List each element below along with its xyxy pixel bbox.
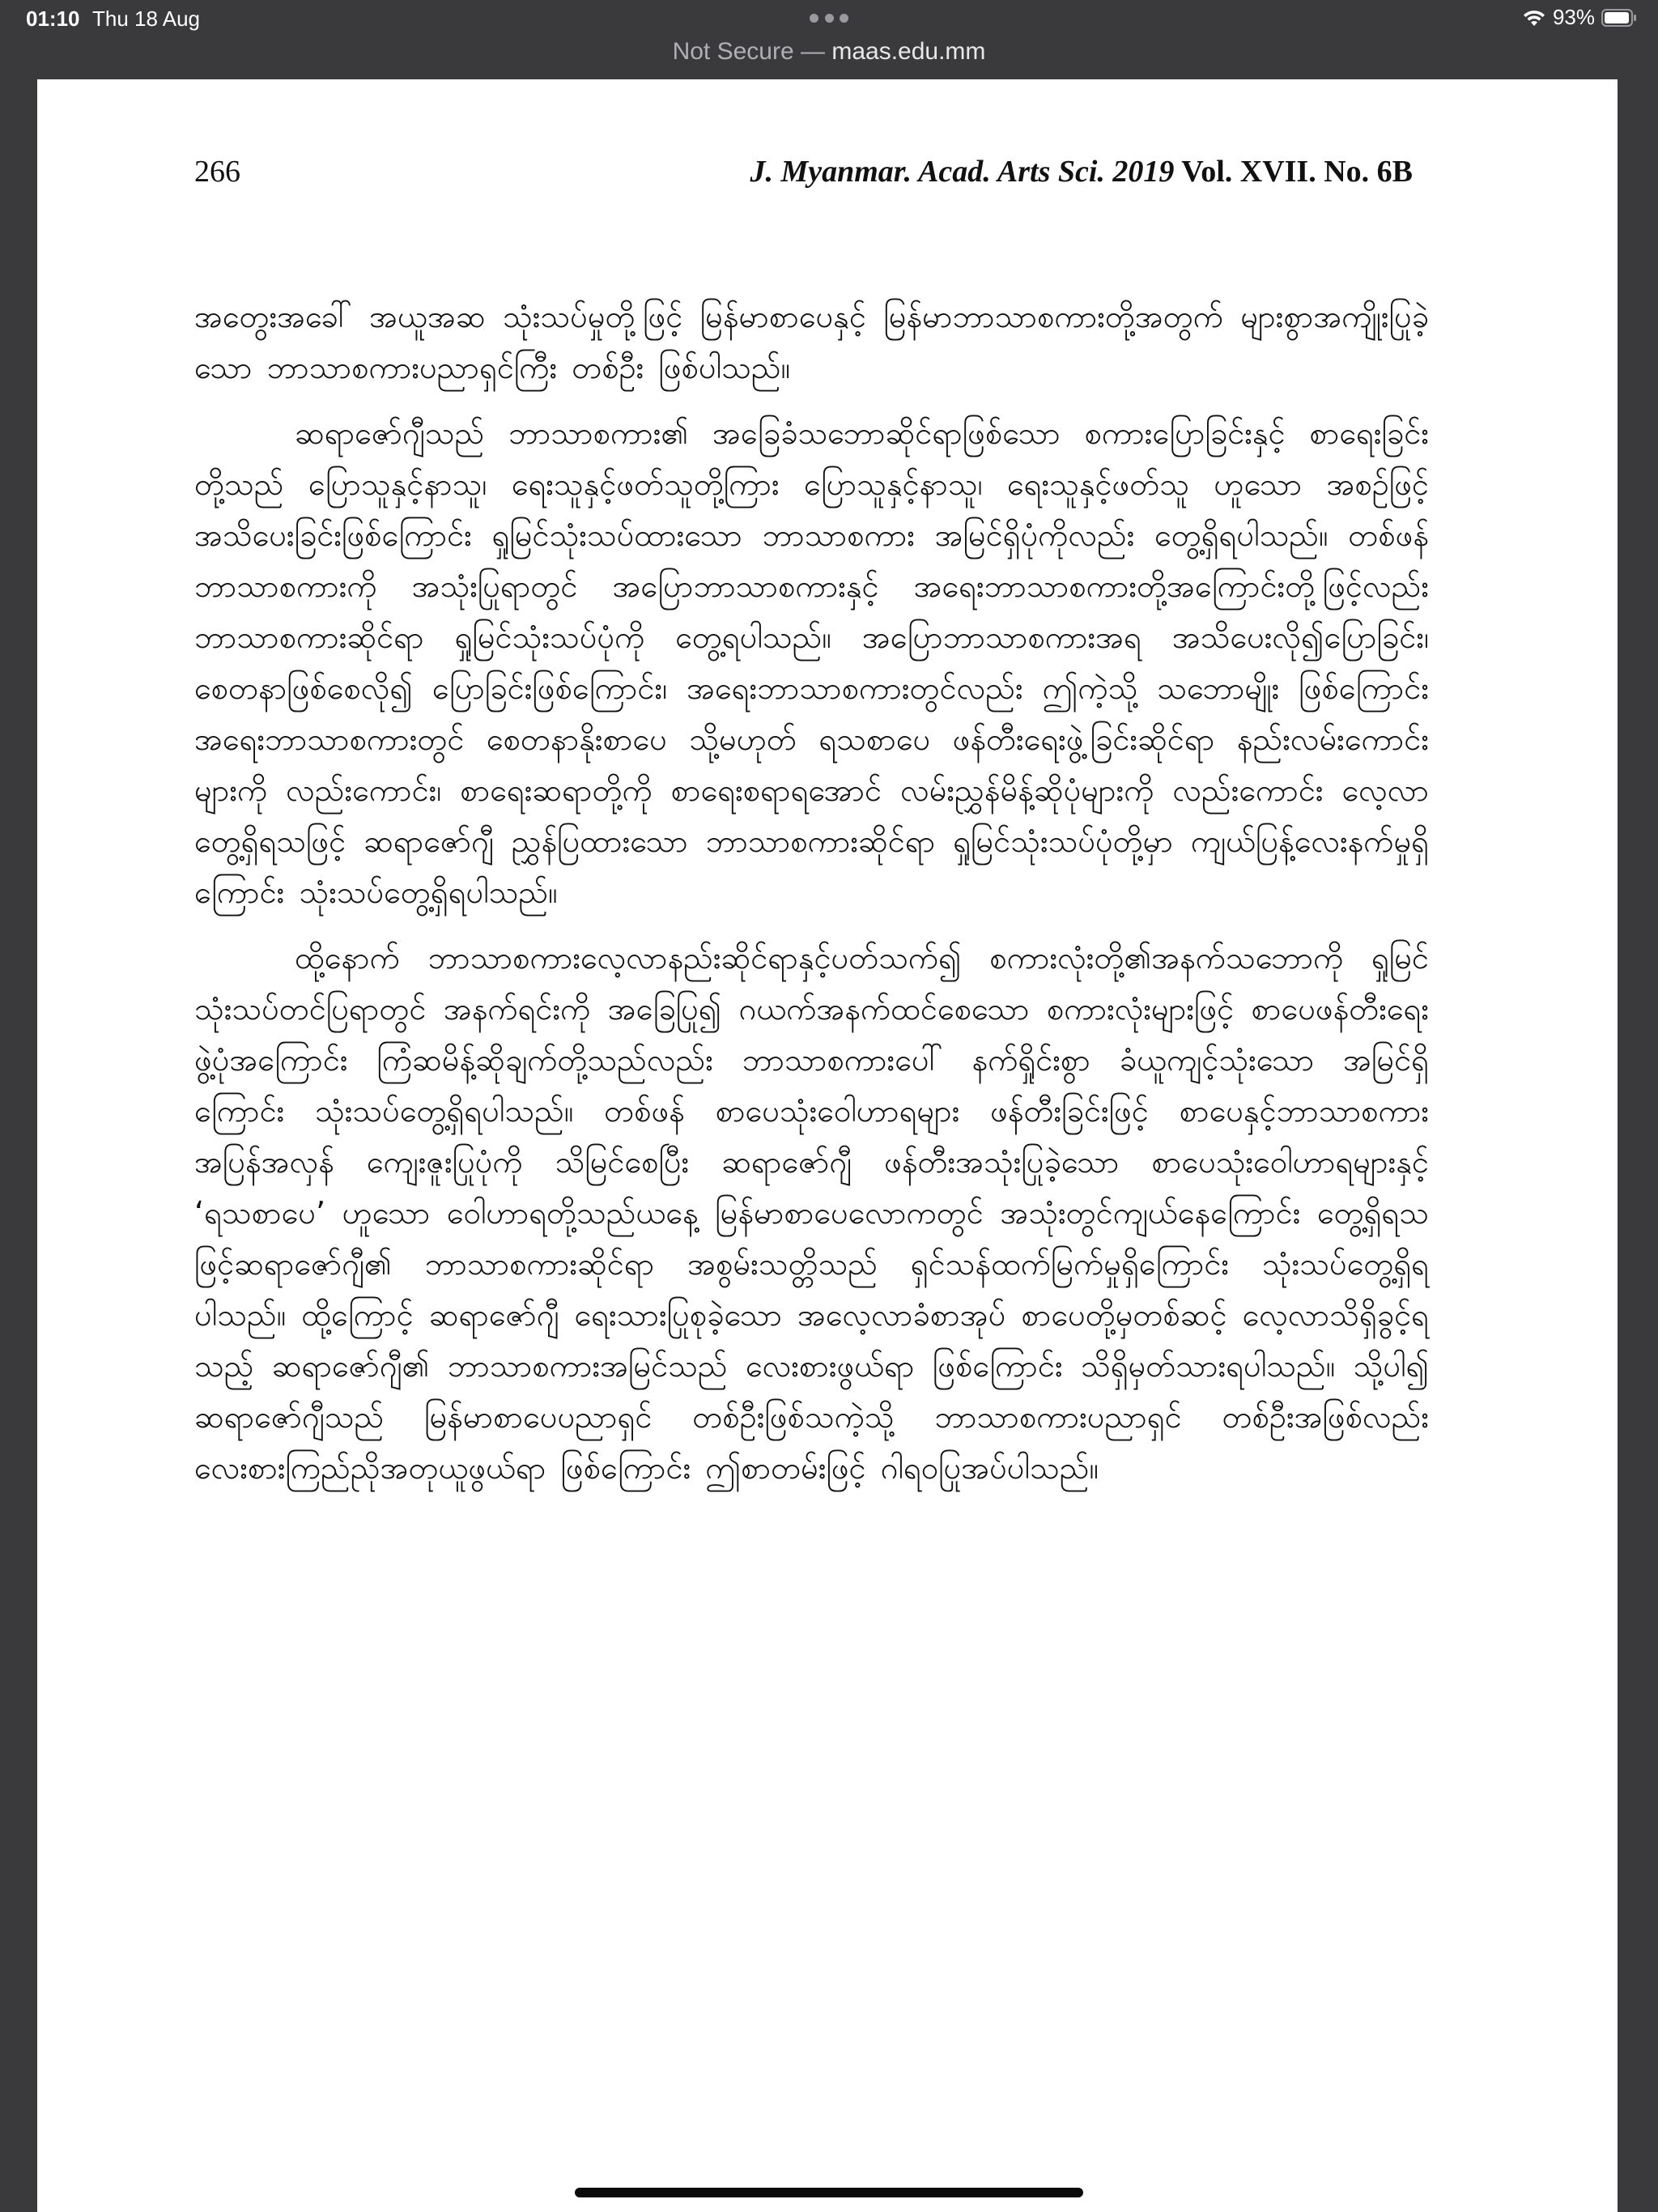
status-bar	[0, 0, 1658, 39]
page-header	[194, 154, 1413, 199]
paragraph: အတွေးအခေါ် အယူအဆ သုံးသပ်မှုတို့ဖြင့် မြန်မာစာပေနှင့် မြန်မာဘာသာစကားတို့အတွက် များစွာအကျိုးပြုခဲ့သော ဘာသာစကားပညာရှင်ကြီး တစ်ဦး ဖြစ်ပါသည်။	[194, 299, 1429, 385]
status-date: Thu 18 Aug	[92, 6, 200, 31]
dot-icon	[810, 14, 818, 23]
address-bar[interactable]	[0, 36, 1658, 78]
home-indicator[interactable]	[575, 2188, 1083, 2197]
status-right-group	[1522, 5, 1637, 30]
ellipsis-icon[interactable]	[810, 8, 848, 28]
journal-title	[750, 154, 1413, 189]
pdf-page	[37, 79, 1618, 2212]
page-number: 266	[194, 155, 240, 189]
wifi-icon	[1522, 8, 1546, 28]
body-text	[194, 291, 1429, 1508]
security-label: Not Secure —	[672, 38, 832, 65]
paragraph: ဆရာဇော်ဂျီသည် ဘာသာစကား၏ အခြေခံသဘောဆိုင်ရာဖြစ်သော စကားပြောခြင်းနှင့် စာရေးခြင်းတို့သည် ပြောသူနှင့်နာသူ၊ ရေးသူနှင့်ဖတ်သူတို့ကြား ပြောသူနှင့်နာသူ၊ ရေးသူနှင့်ဖတ်သူ ဟူသော အစဉ်ဖြင့် အသိပေးခြင်းဖြစ်ကြောင်း ရှုမြင်သုံးသပ်ထားသော ဘာသာစကား အမြင်ရှိပုံကိုလည်း တွေ့ရှိရပါသည်။ တစ်ဖန်ဘာသာစကားကို အသုံးပြုရာတွင် အပြောဘာသာစကားနှင့် အရေးဘာသာစကားတို့အကြောင်းတို့ဖြင့်လည်း ဘာသာစကားဆိုင်ရာ ရှုမြင်သုံးသပ်ပုံကို တွေ့ရပါသည်။ အပြောဘာသာစကားအရ အသိပေးလို၍ပြောခြင်း၊ စေတနာဖြစ်စေလို၍ ပြောခြင်းဖြစ်ကြောင်း၊ အရေးဘာသာစကားတွင်လည်း ဤကဲ့သို့ သဘောမျိုး ဖြစ်ကြောင်း အရေးဘာသာစကားတွင် စေတနာနိုးစာပေ သို့မဟုတ် ရသစာပေ ဖန်တီးရေးဖွဲ့ခြင်းဆိုင်ရာ နည်းလမ်းကောင်းများကို လည်းကောင်း၊ စာရေးဆရာတို့ကို စာရေးစရာရအောင် လမ်းညွှန်မိန့်ဆိုပုံများကို လည်းကောင်း လေ့လာတွေ့ရှိရသဖြင့် ဆရာဇော်ဂျီ ညွှန်ပြထားသော ဘာသာစကားဆိုင်ရာ ရှုမြင်သုံးသပ်ပုံတို့မှာ ကျယ်ပြန့်လေးနက်မှုရှိကြောင်း သုံးသပ်တွေ့ရှိရပါသည်။	[194, 415, 1429, 910]
dot-icon	[825, 14, 834, 23]
journal-volume: Vol. XVII. No. 6B	[1174, 155, 1413, 189]
status-time: 01:10	[26, 6, 80, 31]
document-viewport[interactable]	[0, 79, 1658, 2212]
battery-percent: 93%	[1552, 5, 1595, 29]
paragraph: ထို့နောက် ဘာသာစကားလေ့လာနည်းဆိုင်ရာနှင့်ပတ်သက်၍ စကားလုံးတို့၏အနက်သဘောကို ရှုမြင်သုံးသပ်တင်ပြရာတွင် အနက်ရင်းကို အခြေပြု၍ ဂယက်အနက်ထင်စေသော စကားလုံးများဖြင့် စာပေဖန်တီးရေးဖွဲ့ပုံအကြောင်း ကြံဆမိန့်ဆိုချက်တို့သည်လည်း ဘာသာစကားပေါ် နက်ရှိုင်းစွာ ခံယူကျင့်သုံးသော အမြင်ရှိကြောင်း သုံးသပ်တွေ့ရှိရပါသည်။ တစ်ဖန် စာပေသုံးဝေါဟာရများ ဖန်တီးခြင်းဖြင့် စာပေနှင့်ဘာသာစကား အပြန်အလှန် ကျေးဇူးပြုပုံကို သိမြင်စေပြီး ဆရာဇော်ဂျီ ဖန်တီးအသုံးပြုခဲ့သော စာပေသုံးဝေါဟာရများနှင့် ‘ရသစာပေ’ ဟူသော ဝေါဟာရတို့သည်ယနေ့ မြန်မာစာပေလောကတွင် အသုံးတွင်ကျယ်နေကြောင်း တွေ့ရှိရသဖြင့်ဆရာဇော်ဂျီ၏ ဘာသာစကားဆိုင်ရာ အစွမ်းသတ္တိသည် ရှင်သန်ထက်မြက်မှုရှိကြောင်း သုံးသပ်တွေ့ရှိရပါသည်။ ထို့ကြောင့် ဆရာဇော်ဂျီ ရေးသားပြုစုခဲ့သော အလေ့လာခံစာအုပ် စာပေတို့မှတစ်ဆင့် လေ့လာသိရှိခွင့်ရသည့် ဆရာဇော်ဂျီ၏ ဘာသာစကားအမြင်သည် လေးစားဖွယ်ရာ ဖြစ်ကြောင်း သိရှိမှတ်သားရပါသည်။ သို့ပါ၍ ဆရာဇော်ဂျီသည် မြန်မာစာပေပညာရှင် တစ်ဦးဖြစ်သကဲ့သို့ ဘာသာစကားပညာရှင် တစ်ဦးအဖြစ်လည်း လေးစားကြည်ညိုအတုယူဖွယ်ရာ ဖြစ်ကြောင်း ဤစာတမ်းဖြင့် ဂါရဝပြုအပ်ပါသည်။	[194, 940, 1429, 1486]
dot-icon	[840, 14, 848, 23]
journal-name: J. Myanmar. Acad. Arts Sci. 2019	[750, 155, 1175, 189]
url-domain: maas.edu.mm	[831, 38, 986, 65]
battery-icon	[1601, 9, 1637, 27]
